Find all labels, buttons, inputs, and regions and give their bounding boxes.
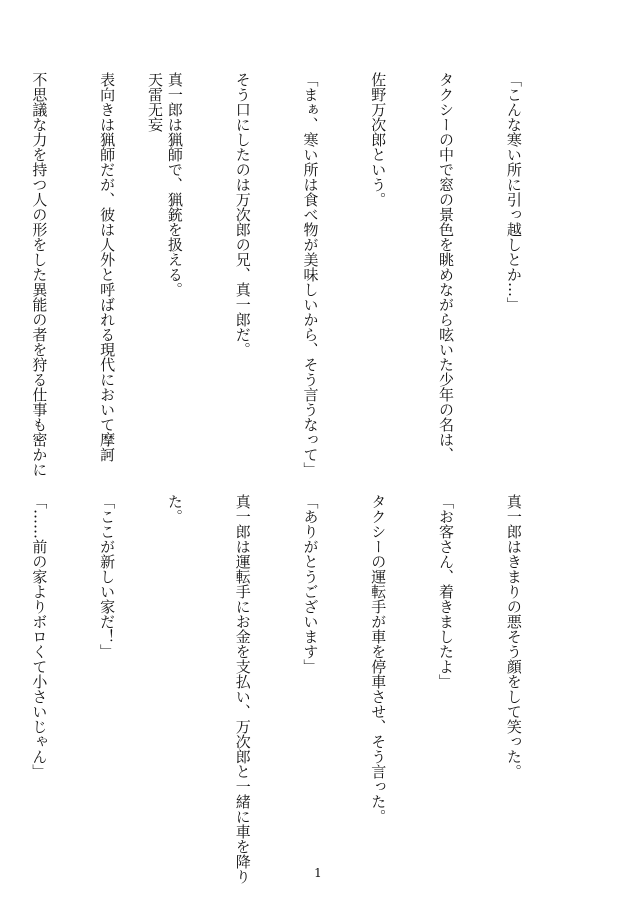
text-line: 表向きは猟師だが、彼は人外と呼ばれる現代において摩訶 [98, 72, 117, 462]
text-line: 「お客さん、着きましたよ」 [437, 494, 456, 689]
text-line: 真一郎は猟師で、猟銃を扱える。 [165, 72, 184, 297]
text-line: タクシーの運転手が車を停車させ、そう言った。 [369, 494, 388, 824]
text-line: タクシーの中で窓の景色を眺めながら呟いた少年の名は、 [437, 72, 456, 462]
text-line: た。 [165, 494, 184, 524]
text-line: そう口にしたのは万次郎の兄、真一郎だ。 [233, 72, 252, 357]
text-line: 「こんな寒い所に引っ越しとか…」 [504, 72, 523, 312]
story-title: 天雷无妄 [146, 72, 164, 132]
text-line: 不思議な力を持つ人の形をした異能の者を狩る仕事も密かに [30, 72, 49, 477]
text-line: 「……前の家よりボロくて小さいじゃん」 [30, 494, 49, 779]
lower-text-block [30, 494, 570, 884]
text-line: 佐野万次郎という。 [369, 72, 388, 207]
text-line: 「ここが新しい家だ！」 [98, 494, 117, 659]
text-line: 「まぁ、寒い所は食べ物が美味しいから、そう言うなって」 [301, 72, 320, 477]
page-number: 1 [314, 866, 322, 880]
upper-text-block [30, 72, 570, 477]
text-line: 真一郎は運転手にお金を支払い、万次郎と一緒に車を降り [233, 494, 252, 884]
text-line: 真一郎はきまりの悪そう顔をして笑った。 [504, 494, 523, 779]
text-line: 「ありがとうございます」 [301, 494, 320, 674]
